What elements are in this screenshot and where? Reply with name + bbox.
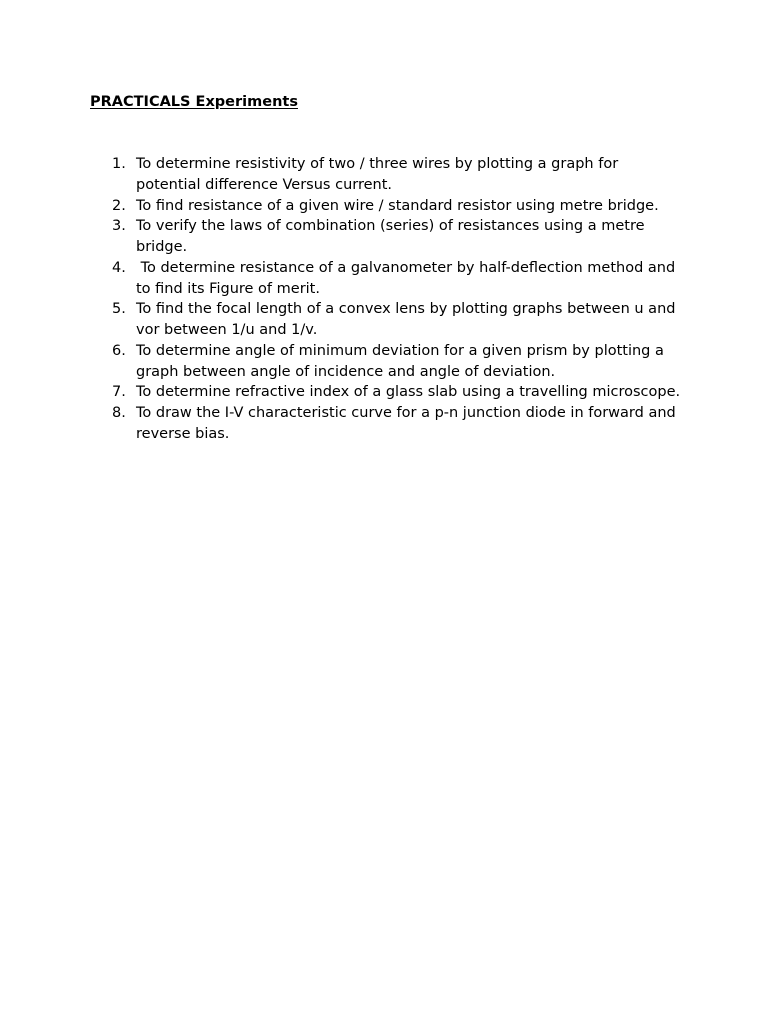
list-item-text: To determine resistance of a galvanometer by half-deflection method and to find its Figure of merit. <box>136 259 680 297</box>
list-item-text: To verify the laws of combination (series) of resistances using a metre bridge. <box>136 218 650 255</box>
list-item-number: 2. <box>112 197 126 214</box>
list-item <box>0 382 681 403</box>
list-item <box>0 216 681 258</box>
list-item <box>0 196 681 217</box>
list-item <box>0 258 681 300</box>
list-item <box>0 154 681 196</box>
page-title: PRACTICALS Experiments <box>90 94 298 110</box>
list-item-number: 6. <box>112 342 126 359</box>
list-item-text: To determine refractive index of a glass slab using a travelling microscope. <box>136 384 681 401</box>
list-item-number: 1. <box>112 156 126 172</box>
list-item-text: To draw the I-V characteristic curve for a p-n junction diode in forward and reverse bias. <box>136 405 681 442</box>
list-item <box>0 403 681 445</box>
list-item-number: 3. <box>112 218 126 235</box>
list-item-number: 7. <box>112 384 126 401</box>
experiment-list <box>0 154 768 445</box>
list-item-text: To find resistance of a given wire / standard resistor using metre bridge. <box>136 197 659 214</box>
list-item-text: To determine resistivity of two / three wires by plotting a graph for potential difference Versus current. <box>136 156 623 193</box>
list-item-number: 5. <box>112 301 126 318</box>
list-item-number: 8. <box>112 405 126 421</box>
list-item-text: To determine angle of minimum deviation for a given prism by plotting a graph between angle of incidence and angle of deviation. <box>136 342 669 380</box>
list-item <box>0 341 681 383</box>
list-item-number: 4. <box>112 259 126 276</box>
list-item <box>0 299 681 341</box>
list-item-text: To find the focal length of a convex lens by plotting graphs between u and vor between 1/u and 1/v. <box>136 301 681 338</box>
